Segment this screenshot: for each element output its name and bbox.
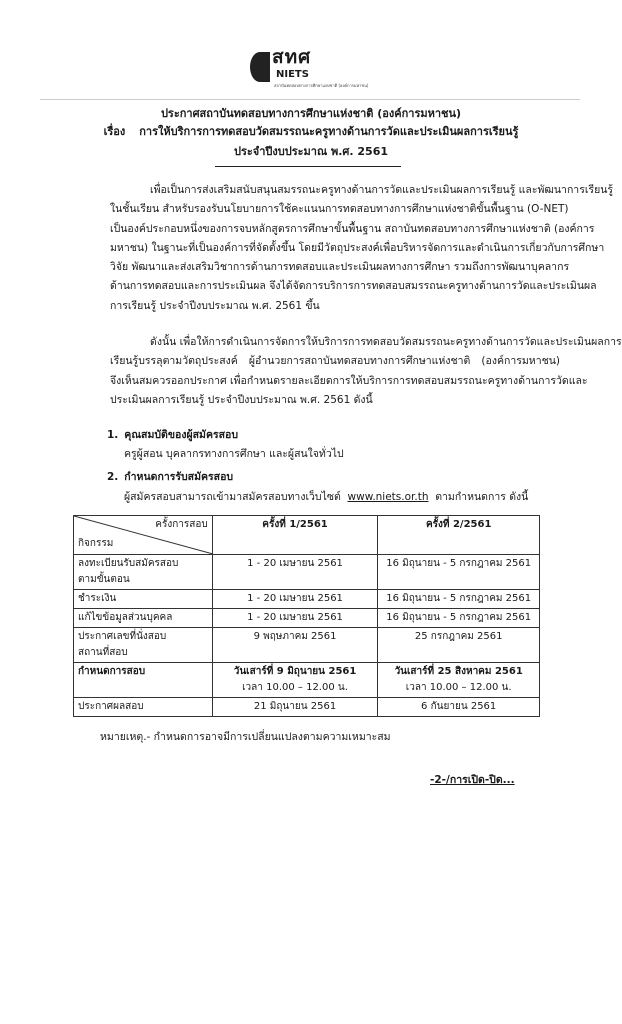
table-row	[74, 609, 540, 628]
header-divider	[40, 99, 580, 100]
subject-row	[0, 124, 622, 140]
subject-label: เรื่อง	[103, 125, 126, 138]
paragraph-2	[110, 333, 622, 410]
text-line: ด้านการทดสอบและการประเมินผล จึงได้จัดการบริการการทดสอบสมรรถนะครูทางด้านการวัดและประเมินผล	[110, 280, 597, 293]
page-continuation: -2-/การเปิด-ปิด...	[430, 774, 515, 786]
section-2-number: 2.	[107, 471, 119, 483]
logo-subtitle: สถาบันทดสอบทางการศึกษาแห่งชาติ (องค์การมหาชน)	[274, 83, 369, 88]
table-row	[74, 628, 540, 663]
table-row	[74, 663, 540, 698]
text-line: เพื่อเป็นการส่งเสริมสนับสนุนสมรรถนะครูทางด้านการวัดและประเมินผลการเรียนรู้ และพัฒนาการเรียนรู้	[150, 184, 614, 196]
cell-line: 16 มิถุนายน - 5 กรกฎาคม 2561	[386, 558, 532, 569]
paragraph-1	[110, 181, 614, 316]
activity-cell	[74, 698, 213, 717]
round1-cell	[212, 698, 378, 717]
round2-cell	[378, 628, 540, 663]
logo-thai: สทศ	[272, 46, 312, 68]
section-1-number: 1.	[107, 429, 119, 441]
fiscal-year: ประจำปีงบประมาณ พ.ศ. 2561	[233, 145, 389, 158]
section-2-title	[107, 469, 233, 485]
announcement-title: ประกาศสถาบันทดสอบทางการศึกษาแห่งชาติ (องค์การมหาชน)	[160, 107, 462, 120]
round1-cell	[212, 663, 378, 698]
cell-line: วันเสาร์ที่ 9 มิถุนายน 2561	[233, 666, 357, 677]
cell-line: เวลา 10.00 – 12.00 น.	[405, 682, 512, 693]
activity-cell	[74, 609, 213, 628]
table-corner-cell	[74, 516, 213, 555]
section-2-text-before: ผู้สมัครสอบสามารถเข้ามาสมัครสอบทางเว็บไซต์	[124, 491, 341, 503]
corner-bottom-label: กิจกรรม	[78, 538, 114, 549]
round2-cell	[378, 590, 540, 609]
round1-cell	[212, 628, 378, 663]
text-line: วิจัย พัฒนาและส่งเสริมวิชาการด้านการทดสอบและประเมินผลทางการศึกษา รวมถึงการพัฒนาบุคลากร	[110, 261, 570, 274]
section-1-heading: คุณสมบัติของผู้สมัครสอบ	[124, 429, 239, 441]
column-header: ครั้งที่ 1/2561	[212, 516, 378, 555]
text-line: ดังนั้น เพื่อให้การดำเนินการจัดการให้บริการการทดสอบวัดสมรรถนะครูทางด้านการวัดและประเมินผลการ	[150, 336, 622, 348]
text-line: การเรียนรู้ ประจำปีงบประมาณ พ.ศ. 2561 ขึ้น	[110, 299, 320, 312]
section-1-title	[107, 427, 238, 443]
cell-line: 25 กรกฎาคม 2561	[414, 631, 503, 642]
section-2-text-after: ตามกำหนดการ ดังนี้	[435, 491, 529, 503]
activity-cell	[74, 590, 213, 609]
table-row	[74, 590, 540, 609]
cell-line: ประกาศผลสอบ	[78, 701, 144, 712]
round2-cell	[378, 698, 540, 717]
cell-line: เวลา 10.00 – 12.00 น.	[242, 682, 348, 693]
cell-line: แก้ไขข้อมูลส่วนบุคคล	[78, 612, 173, 623]
cell-line: 1 - 20 เมษายน 2561	[247, 593, 343, 604]
cell-line: 16 มิถุนายน - 5 กรกฎาคม 2561	[386, 593, 532, 604]
corner-top-label: ครั้งการสอบ	[155, 519, 208, 530]
schedule-table	[73, 515, 540, 717]
cell-line: กำหนดการสอบ	[78, 666, 146, 677]
logo-latin: NIETS	[276, 69, 309, 80]
column-header: ครั้งที่ 2/2561	[378, 516, 540, 555]
round2-cell	[378, 609, 540, 628]
activity-cell	[74, 555, 213, 590]
text-line: จึงเห็นสมควรออกประกาศ เพื่อกำหนดรายละเอียดการให้บริการการทดสอบสมรรถนะครูทางด้านการวัดและ	[110, 374, 588, 387]
subject-text: การให้บริการการทดสอบวัดสมรรถนะครูทางด้านการวัดและประเมินผลการเรียนรู้	[139, 125, 519, 138]
text-line: เรียนรู้บรรลุตามวัตถุประสงค์ ผู้อำนวยการสถาบันทดสอบทางการศึกษาแห่งชาติ (องค์การมหาชน)	[110, 355, 560, 368]
round1-cell	[212, 590, 378, 609]
round2-cell	[378, 555, 540, 590]
logo-emblem-icon	[250, 52, 270, 82]
cell-line: 1 - 20 เมษายน 2561	[247, 612, 343, 623]
round1-cell	[212, 609, 378, 628]
cell-line: ตามขั้นตอน	[78, 574, 130, 585]
round1-cell	[212, 555, 378, 590]
table-row	[74, 698, 540, 717]
text-line: ประเมินผลการเรียนรู้ ประจำปีงบประมาณ พ.ศ. 2561 ดังนี้	[110, 393, 373, 406]
section-2-text	[124, 489, 528, 505]
cell-line: ลงทะเบียนรับสมัครสอบ	[78, 558, 179, 569]
cell-line: วันเสาร์ที่ 25 สิงหาคม 2561	[394, 666, 523, 677]
section-1-text: ครูผู้สอน บุคลากรทางการศึกษา และผู้สนใจทั่วไป	[124, 448, 344, 460]
section-2-heading: กำหนดการรับสมัครสอบ	[124, 471, 234, 483]
activity-cell	[74, 628, 213, 663]
text-line: มหาชน) ในฐานะที่เป็นองค์การที่จัดตั้งขึ้น โดยมีวัตถุประสงค์เพื่อบริหารจัดการและดำเนินการเกี่ยวกับการศึกษา	[110, 241, 605, 254]
cell-line: 21 มิถุนายน 2561	[253, 701, 337, 712]
cell-line: สถานที่สอบ	[78, 647, 128, 658]
cell-line: 1 - 20 เมษายน 2561	[247, 558, 343, 569]
round2-cell	[378, 663, 540, 698]
cell-line: 6 กันยายน 2561	[421, 701, 497, 712]
title-rule	[215, 166, 401, 167]
cell-line: ชำระเงิน	[78, 593, 117, 604]
niets-logo	[250, 46, 369, 96]
niets-website-link[interactable]: www.niets.or.th	[347, 491, 429, 503]
cell-line: 16 มิถุนายน - 5 กรกฎาคม 2561	[386, 612, 532, 623]
note: หมายเหตุ.- กำหนดการอาจมีการเปลี่ยนแปลงตามความเหมาะสม	[100, 731, 391, 743]
table-row	[74, 555, 540, 590]
text-line: ในชั้นเรียน สำหรับรองรับนโยบายการใช้คะแนนการทดสอบทางการศึกษาแห่งชาติขั้นพื้นฐาน (O-NET)	[110, 203, 569, 216]
schedule-section	[73, 515, 540, 745]
cell-line: ประกาศเลขที่นั่งสอบ	[78, 631, 167, 642]
table-header-row	[74, 516, 540, 555]
activity-cell	[74, 663, 213, 698]
text-line: เป็นองค์ประกอบหนึ่งของการจบหลักสูตรการศึกษาขั้นพื้นฐาน สถาบันทดสอบทางการศึกษาแห่งชาติ (องค์การ	[110, 222, 595, 235]
cell-line: 9 พฤษภาคม 2561	[253, 631, 337, 642]
